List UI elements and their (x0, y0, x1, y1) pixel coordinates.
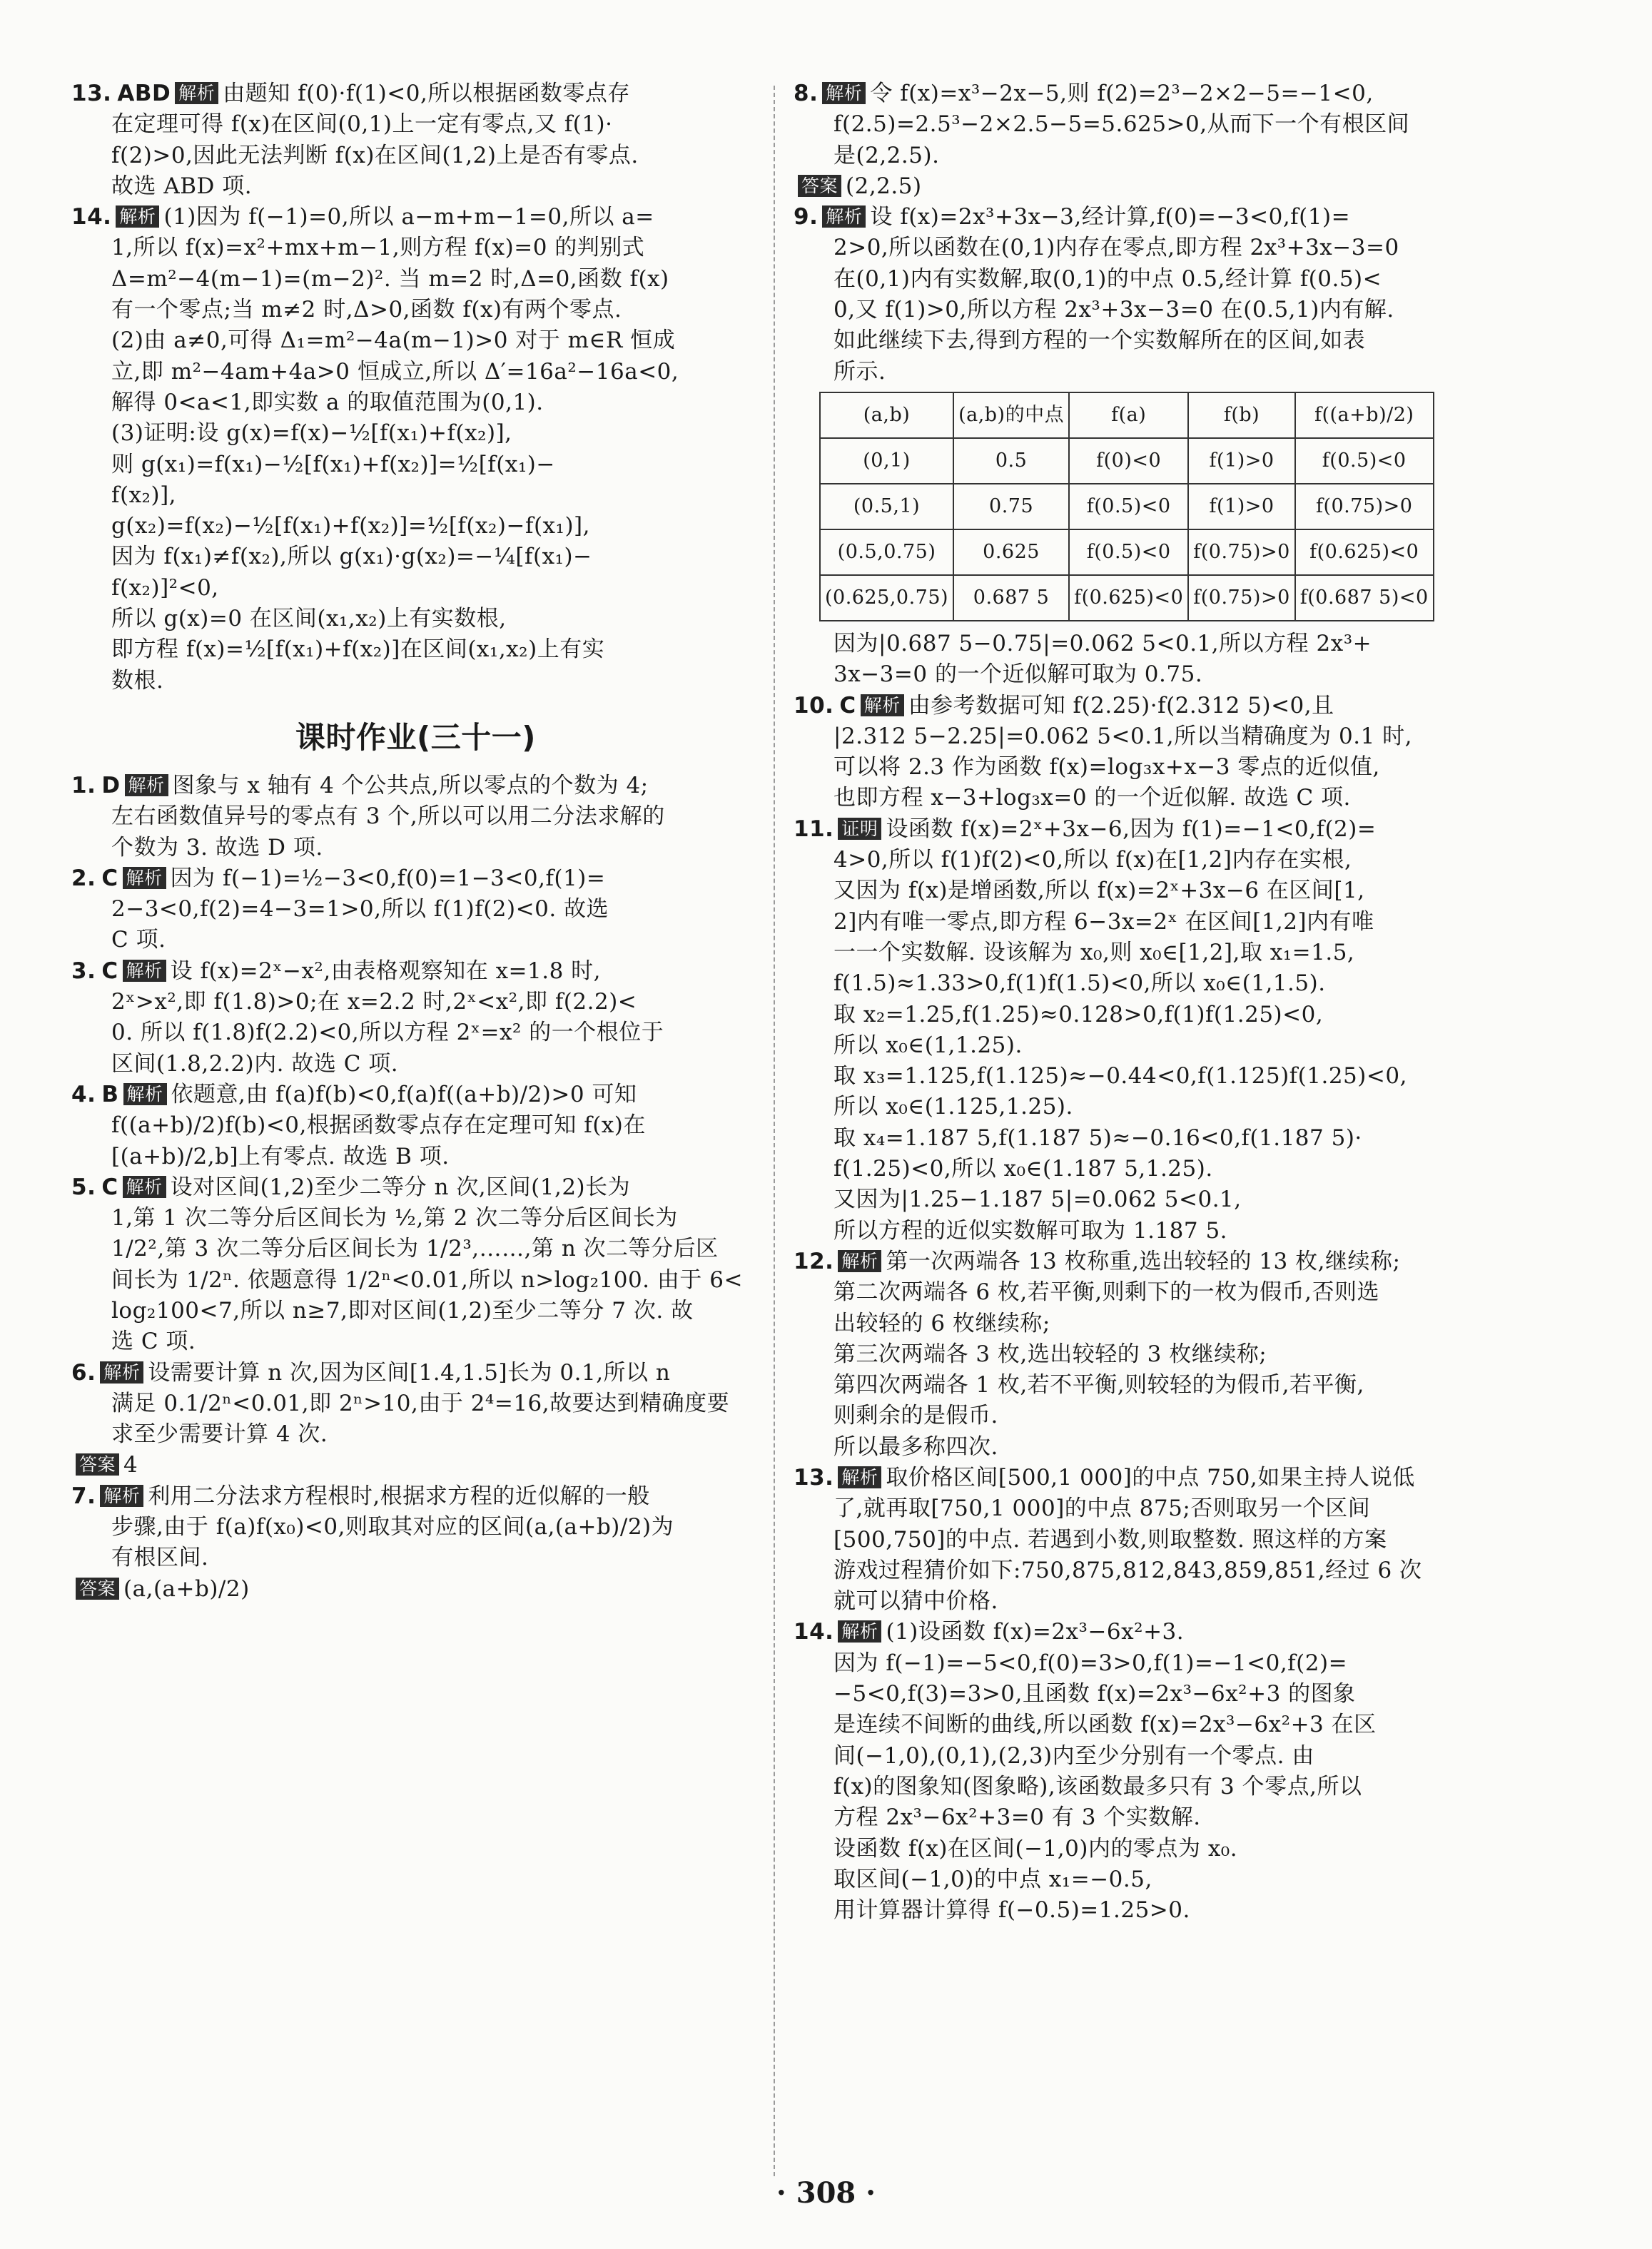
text-line (71, 987, 760, 1017)
text-line (794, 233, 1486, 263)
text-line (71, 480, 760, 511)
line-text: 利用二分法求方程根时,根据求方程的近似解的一般 (148, 1483, 650, 1509)
line-text: f(x₂)]²<0, (111, 574, 219, 601)
text-line (71, 1234, 760, 1264)
line-text: 又因为|1.25−1.187 5|=0.062 5<0.1, (833, 1187, 1242, 1213)
text-line (794, 141, 1486, 171)
line-text: 4 (123, 1452, 138, 1478)
line-text: 第四次两端各 1 枚,若不平衡,则较轻的为假币,若平衡, (833, 1372, 1364, 1398)
table-header-cell: (a,b)的中点 (953, 392, 1069, 438)
line-text: 第三次两端各 3 枚,选出较轻的 3 枚继续称; (833, 1341, 1267, 1367)
text-line (794, 752, 1486, 783)
text-line (71, 1512, 760, 1543)
text-line (71, 325, 760, 356)
analysis-tag: 解析 (123, 867, 166, 889)
text-line (71, 1203, 760, 1234)
line-text: 取 x₂=1.25,f(1.25)≈0.128>0,f(1)f(1.25)<0, (833, 1001, 1324, 1027)
item-number: 8. (794, 81, 819, 106)
item-number: 3. (71, 958, 96, 984)
answer-choice: C (101, 1174, 118, 1200)
line-text: 1,第 1 次二等分后区间长为 ½,第 2 次二等分后区间长为 (111, 1205, 678, 1232)
line-text: 出较轻的 6 枚继续称; (833, 1310, 1050, 1336)
text-line (794, 78, 1486, 109)
text-line (71, 387, 760, 418)
text-line (794, 109, 1486, 140)
table-cell: f(0.5)<0 (1069, 484, 1188, 529)
table-row (820, 529, 1434, 575)
line-text: g(x₂)=f(x₂)−½[f(x₁)+f(x₂)]=½[f(x₂)−f(x₁)], (111, 513, 591, 539)
line-text: (3)证明:设 g(x)=f(x)−½[f(x₁)+f(x₂)], (111, 420, 512, 447)
line-text: 4>0,所以 f(1)f(2)<0,所以 f(x)在[1,2]内存在实根, (833, 847, 1352, 873)
text-line (71, 573, 760, 604)
answer-choice: C (839, 692, 856, 719)
line-text: 因为 f(−1)=½−3<0,f(0)=1−3<0,f(1)= (170, 865, 606, 891)
text-line (71, 1481, 760, 1512)
line-text: 取区间(−1,0)的中点 x₁=−0.5, (833, 1866, 1152, 1892)
text-line (794, 907, 1486, 938)
line-text: f(1.5)≈1.33>0,f(1)f(1.5)<0,所以 x₀∈(1,1.5). (833, 970, 1326, 997)
line-text: 则剩余的是假币. (833, 1403, 998, 1429)
line-text: 2ˣ>x²,即 f(1.8)>0;在 x=2.2 时,2ˣ<x²,即 f(2.2)< (111, 989, 637, 1015)
right-lines-top (794, 78, 1486, 387)
text-line (794, 1679, 1486, 1710)
line-text: 间(−1,0),(0,1),(2,3)内至少分别有一个零点. 由 (833, 1742, 1314, 1769)
text-line (794, 1586, 1486, 1617)
text-line (794, 1741, 1486, 1772)
text-line (794, 1648, 1486, 1679)
text-line (71, 801, 760, 832)
analysis-tag: 解析 (100, 1361, 143, 1384)
table-cell: (0.625,0.75) (820, 575, 953, 621)
answer-choice: C (101, 958, 118, 984)
line-text: 即方程 f(x)=½[f(x₁)+f(x₂)]在区间(x₁,x₂)上有实 (111, 636, 605, 663)
line-text: (2)由 a≠0,可得 Δ₁=m²−4a(m−1)>0 对于 m∈R 恒成 (111, 328, 676, 354)
item-number: 11. (794, 816, 834, 842)
table-row (820, 575, 1434, 621)
line-text: 由参考数据可知 f(2.25)·f(2.312 5)<0,且 (908, 692, 1334, 719)
text-line (794, 264, 1486, 295)
table-cell: f(1)>0 (1188, 484, 1294, 529)
line-text: 第一次两端各 13 枚称重,选出较轻的 13 枚,继续称; (886, 1248, 1401, 1274)
text-line (794, 1463, 1486, 1493)
line-text: 所以 x₀∈(1.125,1.25). (833, 1094, 1073, 1120)
line-text: 取价格区间[500,1 000]的中点 750,如果主持人说低 (886, 1464, 1415, 1491)
text-line (71, 666, 760, 696)
line-text: 步骤,由于 f(a)f(x₀)<0,则取其对应的区间(a,(a+b)/2)为 (111, 1514, 674, 1540)
column-divider (774, 86, 775, 2176)
line-text: 满足 0.1/2ⁿ<0.01,即 2ⁿ>10,由于 2⁴=16,故要达到精确度要 (111, 1390, 730, 1416)
text-line (794, 295, 1486, 325)
line-text: f(2)>0,因此无法判断 f(x)在区间(1,2)上是否有零点. (111, 142, 639, 168)
line-text: (1)设函数 f(x)=2x³−6x²+3. (886, 1619, 1185, 1645)
item-number: 5. (71, 1174, 96, 1200)
text-line (794, 171, 1486, 202)
table-row (820, 438, 1434, 484)
table-cell: f(1)>0 (1188, 438, 1294, 484)
right-lines-bottom (794, 629, 1486, 1926)
line-text: f(1.25)<0,所以 x₀∈(1.187 5,1.25). (833, 1156, 1213, 1182)
text-line (794, 1772, 1486, 1802)
line-text: [500,750]的中点. 若遇到小数,则取整数. 照这样的方案 (833, 1526, 1387, 1553)
line-text: 可以将 2.3 作为函数 f(x)=log₃x+x−3 零点的近似值, (833, 754, 1380, 781)
table-cell: f(0.625)<0 (1069, 575, 1188, 621)
text-line (71, 1389, 760, 1419)
left-column (71, 78, 760, 1605)
line-text: 方程 2x³−6x²+3=0 有 3 个实数解. (833, 1804, 1201, 1831)
text-line (794, 968, 1486, 999)
line-text: 第二次两端各 6 枚,若平衡,则剩下的一枚为假币,否则选 (833, 1279, 1379, 1306)
answer-choice: B (101, 1081, 119, 1107)
text-line (794, 1277, 1486, 1308)
text-line (71, 1110, 760, 1141)
text-line (794, 783, 1486, 813)
text-line (794, 814, 1486, 845)
text-line (71, 141, 760, 171)
line-text: 2>0,所以函数在(0,1)内存在零点,即方程 2x³+3x−3=0 (833, 235, 1399, 261)
text-line (71, 1296, 760, 1326)
line-text: 个数为 3. 故选 D 项. (111, 834, 323, 860)
line-text: 选 C 项. (111, 1329, 196, 1355)
line-text: 所以 g(x)=0 在区间(x₁,x₂)上有实数根, (111, 606, 507, 632)
line-text: 0. 所以 f(1.8)f(2.2)<0,所以方程 2ˣ=x² 的一个根位于 (111, 1020, 664, 1046)
analysis-tag: 解析 (123, 960, 166, 982)
table-cell: f(0.75)>0 (1295, 484, 1434, 529)
text-line (794, 659, 1486, 690)
text-line (71, 511, 760, 542)
line-text: 用计算器计算得 f(−0.5)=1.25>0. (833, 1897, 1190, 1924)
line-text: 是(2,2.5). (833, 142, 940, 168)
text-line (71, 1326, 760, 1357)
line-text: (a,(a+b)/2) (123, 1575, 250, 1602)
item-number: 10. (794, 692, 834, 719)
table-header-cell: f((a+b)/2) (1295, 392, 1434, 438)
left-lines-top (71, 78, 760, 696)
text-line (71, 1450, 760, 1481)
analysis-tag: 解析 (822, 205, 866, 228)
text-line (794, 1216, 1486, 1247)
item-number: 12. (794, 1248, 834, 1274)
line-text: 设函数 f(x)=2ˣ+3x−6,因为 f(1)=−1<0,f(2)= (886, 816, 1377, 842)
text-line (71, 450, 760, 480)
text-line (71, 1543, 760, 1573)
line-text: 依题意,由 f(a)f(b)<0,f(a)f((a+b)/2)>0 可知 (171, 1081, 637, 1107)
table-cell: f(0.5)<0 (1295, 438, 1434, 484)
item-number: 6. (71, 1359, 96, 1386)
line-text: (1)因为 f(−1)=0,所以 a−m+m−1=0,所以 a= (163, 204, 654, 230)
line-text: 0,又 f(1)>0,所以方程 2x³+3x−3=0 在(0.5,1)内有解. (833, 297, 1394, 323)
line-text: 左右函数值异号的零点有 3 个,所以可以用二分法求解的 (111, 803, 665, 830)
text-line (794, 1864, 1486, 1895)
analysis-tag: 解析 (123, 1083, 167, 1105)
text-line (794, 1555, 1486, 1586)
text-line (71, 1574, 760, 1605)
line-text: Δ=m²−4(m−1)=(m−2)². 当 m=2 时,Δ=0,函数 f(x) (111, 265, 669, 292)
analysis-tag: 解析 (838, 1466, 881, 1488)
item-number: 9. (794, 204, 819, 230)
text-line (794, 1493, 1486, 1524)
analysis-tag: 解析 (123, 1176, 166, 1198)
page-number: · 308 · (776, 2176, 876, 2210)
line-text: 立,即 m²−4am+4a>0 恒成立,所以 Δ′=16a²−16a<0, (111, 358, 679, 385)
table-cell: f(0.75)>0 (1188, 529, 1294, 575)
line-text: f(x)的图象知(图象略),该函数最多只有 3 个零点,所以 (833, 1773, 1362, 1799)
text-line (794, 845, 1486, 875)
line-text: 设 f(x)=2x³+3x−3,经计算,f(0)=−3<0,f(1)= (870, 204, 1351, 230)
text-line (71, 542, 760, 572)
text-line (794, 325, 1486, 356)
item-number: 14. (71, 204, 112, 230)
table-cell: f(0)<0 (1069, 438, 1188, 484)
table-header-cell: f(b) (1188, 392, 1294, 438)
line-text: f(x₂)], (111, 482, 177, 508)
line-text: 取 x₃=1.125,f(1.125)≈−0.44<0,f(1.125)f(1.25)<0, (833, 1063, 1407, 1090)
answer-choice: D (101, 772, 121, 798)
text-line (794, 1802, 1486, 1833)
table-cell: (0,1) (820, 438, 953, 484)
line-text: 也即方程 x−3+log₃x=0 的一个近似解. 故选 C 项. (833, 785, 1351, 811)
line-text: log₂100<7,所以 n≥7,即对区间(1,2)至少二等分 7 次. 故 (111, 1297, 694, 1324)
text-line (71, 604, 760, 634)
line-text: 求至少需要计算 4 次. (111, 1421, 328, 1448)
answer-choice: C (101, 865, 118, 891)
text-line (71, 357, 760, 387)
line-text: 游戏过程猜价如下:750,875,812,843,859,851,经过 6 次 (833, 1557, 1422, 1583)
line-text: 3x−3=0 的一个近似解可取为 0.75. (833, 661, 1203, 688)
line-text: 因为 f(−1)=−5<0,f(0)=3>0,f(1)=−1<0,f(2)= (833, 1650, 1348, 1676)
item-number: 2. (71, 865, 96, 891)
text-line (794, 1617, 1486, 1648)
text-line (794, 691, 1486, 721)
answer-tag: 答案 (76, 1578, 119, 1600)
line-text: [(a+b)/2,b]上有零点. 故选 B 项. (111, 1143, 450, 1169)
line-text: 所示. (833, 358, 886, 385)
line-text: 2−3<0,f(2)=4−3=1>0,所以 f(1)f(2)<0. 故选 (111, 896, 609, 923)
text-line (794, 875, 1486, 906)
line-text: 所以 x₀∈(1,1.25). (833, 1032, 1023, 1058)
text-line (71, 418, 760, 449)
right-column (794, 78, 1486, 1926)
line-text: 则 g(x₁)=f(x₁)−½[f(x₁)+f(x₂)]=½[f(x₁)− (111, 451, 555, 477)
item-number: 13. (794, 1464, 834, 1491)
text-line (71, 1049, 760, 1080)
line-text: 所以方程的近似实数解可取为 1.187 5. (833, 1217, 1228, 1244)
analysis-tag: 解析 (838, 1250, 881, 1272)
text-line (71, 956, 760, 987)
analysis-tag: 解析 (100, 1485, 143, 1507)
table-cell: 0.5 (953, 438, 1069, 484)
text-line (71, 202, 760, 233)
line-text: C 项. (111, 927, 166, 953)
item-number: 13. (71, 81, 112, 106)
text-line (71, 894, 760, 925)
line-text: 就可以猜中价格. (833, 1588, 998, 1615)
answer-tag: 答案 (76, 1453, 119, 1476)
line-text: 所以最多称四次. (833, 1433, 998, 1460)
line-text: f(2.5)=2.5³−2×2.5−5=5.625>0,从而下一个有根区间 (833, 111, 1410, 138)
line-text: 设 f(x)=2ˣ−x²,由表格观察知在 x=1.8 时, (170, 958, 602, 984)
text-line (794, 202, 1486, 233)
line-text: 在定理可得 f(x)在区间(0,1)上一定有零点,又 f(1)· (111, 111, 613, 138)
text-line (794, 1154, 1486, 1184)
line-text: 由题知 f(0)·f(1)<0,所以根据函数零点存 (223, 81, 630, 106)
bisection-table (819, 392, 1434, 621)
table-header-row (820, 392, 1434, 438)
text-line (794, 1000, 1486, 1030)
line-text: 有根区间. (111, 1545, 209, 1571)
text-line (794, 1370, 1486, 1401)
line-text: 因为|0.687 5−0.75|=0.062 5<0.1,所以方程 2x³+ (833, 630, 1372, 656)
proof-tag: 证明 (838, 818, 881, 840)
text-line (794, 1030, 1486, 1061)
analysis-tag: 解析 (838, 1620, 881, 1643)
text-line (794, 1895, 1486, 1926)
text-line (794, 357, 1486, 387)
text-line (71, 1017, 760, 1048)
text-line (71, 233, 760, 263)
table-cell: (0.5,1) (820, 484, 953, 529)
text-line (71, 264, 760, 295)
line-text: −5<0,f(3)=3>0,且函数 f(x)=2x³−6x²+3 的图象 (833, 1681, 1356, 1707)
table-header-cell: (a,b) (820, 392, 953, 438)
text-line (71, 925, 760, 955)
text-line (794, 1834, 1486, 1864)
table-header-cell: f(a) (1069, 392, 1188, 438)
table-cell: 0.75 (953, 484, 1069, 529)
line-text: 设函数 f(x)在区间(−1,0)内的零点为 x₀. (833, 1835, 1238, 1862)
line-text: 一一个实数解. 设该解为 x₀,则 x₀∈[1,2],取 x₁=1.5, (833, 939, 1355, 965)
text-line (71, 1419, 760, 1450)
line-text: (2,2.5) (846, 173, 922, 199)
table-cell: f(0.5)<0 (1069, 529, 1188, 575)
text-line (794, 1184, 1486, 1215)
text-line (794, 1123, 1486, 1154)
text-line (71, 833, 760, 863)
line-text: 解得 0<a<1,即实数 a 的取值范围为(0,1). (111, 389, 544, 415)
text-line (794, 1710, 1486, 1740)
text-line (71, 1358, 760, 1389)
table-cell: (0.5,0.75) (820, 529, 953, 575)
answer-choice: ABD (117, 81, 171, 106)
text-line (794, 1432, 1486, 1463)
line-text: 间长为 1/2ⁿ. 依题意得 1/2ⁿ<0.01,所以 n>log₂100. 由于 6< (111, 1266, 743, 1293)
text-line (794, 1339, 1486, 1370)
item-number: 14. (794, 1619, 834, 1645)
line-text: 1/2²,第 3 次二等分后区间长为 1/2³,……,第 n 次二等分后区 (111, 1236, 719, 1262)
text-line (71, 1142, 760, 1172)
line-text: 在(0,1)内有实数解,取(0,1)的中点 0.5,经计算 f(0.5)< (833, 265, 1382, 292)
text-line (71, 863, 760, 894)
table-cell: 0.625 (953, 529, 1069, 575)
line-text: 如此继续下去,得到方程的一个实数解所在的区间,如表 (833, 328, 1366, 354)
line-text: |2.312 5−2.25|=0.062 5<0.1,所以当精确度为 0.1 时, (833, 723, 1412, 749)
line-text: 1,所以 f(x)=x²+mx+m−1,则方程 f(x)=0 的判别式 (111, 235, 645, 261)
line-text: 2]内有唯一零点,即方程 6−3x=2ˣ 在区间[1,2]内有唯 (833, 908, 1374, 935)
item-number: 4. (71, 1081, 96, 1107)
line-text: 设对区间(1,2)至少二等分 n 次,区间(1,2)长为 (170, 1174, 631, 1200)
table-cell: f(0.687 5)<0 (1295, 575, 1434, 621)
text-line (794, 1525, 1486, 1555)
text-line (794, 938, 1486, 968)
section-title: 课时作业(三十一) (295, 719, 536, 755)
line-text: 有一个零点;当 m≠2 时,Δ>0,函数 f(x)有两个零点. (111, 297, 622, 323)
text-line (794, 1061, 1486, 1092)
analysis-tag: 解析 (822, 82, 866, 104)
line-text: 因为 f(x₁)≠f(x₂),所以 g(x₁)·g(x₂)=−¼[f(x₁)− (111, 544, 592, 570)
analysis-tag: 解析 (116, 205, 159, 228)
left-lines-bottom (71, 771, 760, 1605)
answer-tag: 答案 (798, 175, 841, 197)
text-line (794, 629, 1486, 659)
text-line (71, 1172, 760, 1203)
text-line (71, 171, 760, 202)
text-line (71, 295, 760, 325)
analysis-tag: 解析 (175, 82, 218, 104)
text-line (71, 78, 760, 109)
analysis-tag: 解析 (125, 774, 168, 796)
table-row (820, 484, 1434, 529)
text-line (794, 1092, 1486, 1122)
line-text: 区间(1.8,2.2)内. 故选 C 项. (111, 1050, 399, 1077)
item-number: 7. (71, 1483, 96, 1509)
text-line (71, 1080, 760, 1110)
text-line (71, 771, 760, 801)
line-text: 数根. (111, 667, 164, 694)
table-cell: f(0.75)>0 (1188, 575, 1294, 621)
line-text: 设需要计算 n 次,因为区间[1.4,1.5]长为 0.1,所以 n (148, 1359, 671, 1386)
text-line (71, 109, 760, 140)
line-text: 令 f(x)=x³−2x−5,则 f(2)=2³−2×2−5=−1<0, (870, 81, 1374, 106)
line-text: 又因为 f(x)是增函数,所以 f(x)=2ˣ+3x−6 在区间[1, (833, 878, 1365, 904)
text-line (71, 1265, 760, 1296)
line-text: 图象与 x 轴有 4 个公共点,所以零点的个数为 4; (172, 772, 649, 798)
line-text: 取 x₄=1.187 5,f(1.187 5)≈−0.16<0,f(1.187 5)· (833, 1124, 1362, 1151)
table-cell: f(0.625)<0 (1295, 529, 1434, 575)
text-line (71, 634, 760, 665)
text-line (794, 1401, 1486, 1431)
text-line (794, 1309, 1486, 1339)
text-line (794, 721, 1486, 752)
item-number: 1. (71, 772, 96, 798)
line-text: 是连续不间断的曲线,所以函数 f(x)=2x³−6x²+3 在区 (833, 1712, 1377, 1738)
text-line (794, 1247, 1486, 1277)
line-text: f((a+b)/2)f(b)<0,根据函数零点存在定理可知 f(x)在 (111, 1112, 646, 1139)
table-cell: 0.687 5 (953, 575, 1069, 621)
line-text: 了,就再取[750,1 000]的中点 875;否则取另一个区间 (833, 1496, 1371, 1522)
analysis-tag: 解析 (861, 694, 904, 716)
line-text: 故选 ABD 项. (111, 173, 253, 199)
